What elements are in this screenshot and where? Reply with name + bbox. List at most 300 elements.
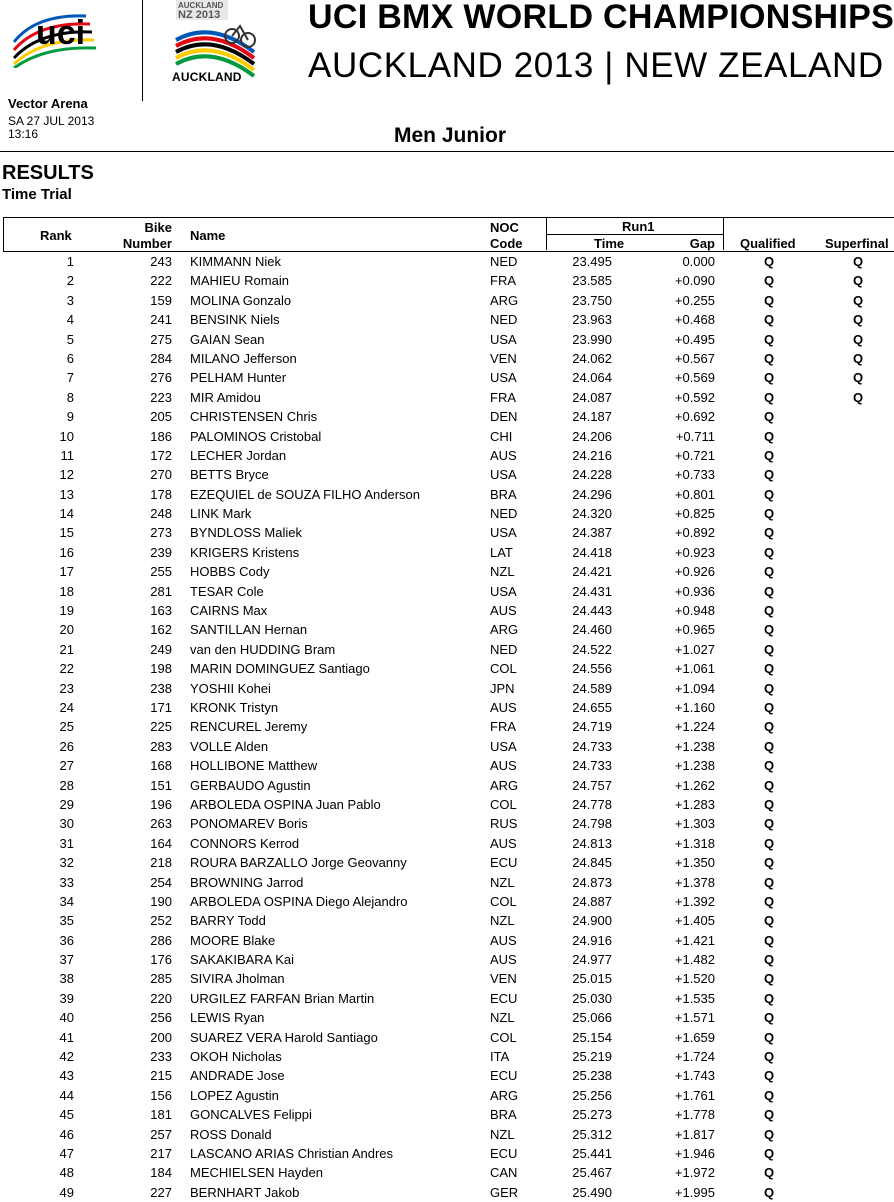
time-cell: 25.015 — [572, 971, 612, 987]
qualified-cell: Q — [764, 506, 775, 522]
name-cell: MAHIEU Romain — [190, 273, 289, 289]
noc-cell: VEN — [490, 971, 517, 987]
gap-cell: +1.224 — [674, 719, 715, 735]
col-bike-line2: Number — [122, 236, 172, 251]
noc-cell: ARG — [490, 622, 519, 638]
time-cell: 24.418 — [572, 544, 612, 560]
name-cell: KIMMANN Niek — [190, 254, 282, 269]
bike-number-cell: 243 — [150, 254, 172, 269]
qualified-cell: Q — [764, 874, 775, 890]
noc-cell: BRA — [490, 486, 517, 502]
name-cell: KRIGERS Kristens — [190, 544, 300, 560]
time-cell: 24.556 — [572, 661, 612, 677]
gap-cell: +0.825 — [674, 506, 715, 522]
rank-cell: 28 — [59, 777, 74, 793]
table-row — [0, 969, 894, 988]
qualified-cell: Q — [764, 1029, 775, 1045]
rank-cell: 17 — [59, 564, 74, 580]
col-qualified: Qualified — [740, 236, 796, 251]
gap-cell: +0.733 — [674, 467, 715, 483]
time-cell: 23.495 — [572, 254, 612, 269]
name-cell: PELHAM Hunter — [190, 370, 287, 386]
name-cell: BENSINK Niels — [190, 312, 280, 328]
noc-cell: NZL — [490, 913, 515, 929]
rank-cell: 24 — [59, 699, 74, 715]
rank-cell: 5 — [66, 331, 74, 347]
noc-cell: ECU — [490, 855, 518, 871]
time-cell: 24.719 — [572, 719, 612, 735]
noc-cell: ITA — [490, 1049, 510, 1065]
noc-cell: CHI — [490, 428, 513, 444]
qualified-cell: Q — [764, 292, 775, 308]
time-cell: 24.320 — [572, 506, 612, 522]
header-rule — [0, 151, 894, 152]
rank-cell: 36 — [59, 932, 74, 948]
name-cell: LINK Mark — [190, 506, 252, 522]
table-row — [0, 485, 894, 504]
gap-cell: +0.592 — [674, 389, 715, 405]
time-cell: 25.490 — [572, 1184, 612, 1200]
gap-cell: +1.761 — [674, 1087, 715, 1103]
rank-cell: 3 — [66, 292, 74, 308]
rank-cell: 33 — [59, 874, 74, 890]
qualified-cell: Q — [764, 816, 775, 832]
noc-cell: USA — [490, 738, 517, 754]
bike-number-cell: 162 — [150, 622, 172, 638]
qualified-cell: Q — [764, 544, 775, 560]
rank-cell: 10 — [59, 428, 74, 444]
col-rank: Rank — [40, 228, 72, 243]
table-row — [0, 291, 894, 310]
bike-number-cell: 217 — [150, 1145, 172, 1161]
time-cell: 23.963 — [572, 312, 612, 328]
time-cell: 24.887 — [572, 893, 612, 909]
gap-cell: +0.567 — [674, 350, 715, 366]
col-superfinal: Superfinal — [825, 236, 889, 251]
noc-cell: COL — [490, 661, 517, 677]
time-cell: 24.813 — [572, 835, 612, 851]
time-cell: 24.296 — [572, 486, 612, 502]
venue: Vector Arena — [8, 96, 88, 111]
bike-number-cell: 196 — [150, 796, 172, 812]
table-row — [0, 950, 894, 969]
rank-cell: 4 — [66, 312, 74, 328]
noc-cell: USA — [490, 525, 517, 541]
table-row — [0, 523, 894, 542]
qualified-cell: Q — [764, 409, 775, 425]
qualified-cell: Q — [764, 583, 775, 599]
qualified-cell: Q — [764, 661, 775, 677]
bike-number-cell: 176 — [150, 952, 172, 968]
qualified-cell: Q — [764, 370, 775, 386]
gap-cell: +1.535 — [674, 990, 715, 1006]
noc-cell: AUS — [490, 447, 517, 463]
bike-number-cell: 164 — [150, 835, 172, 851]
gap-cell: +0.255 — [674, 292, 715, 308]
gap-cell: +1.421 — [674, 932, 715, 948]
table-row — [0, 1163, 894, 1182]
bike-number-cell: 171 — [150, 699, 172, 715]
table-row — [0, 989, 894, 1008]
qualified-cell: Q — [764, 525, 775, 541]
time-cell: 24.845 — [572, 855, 612, 871]
rank-cell: 34 — [59, 893, 74, 909]
gap-cell: +0.711 — [675, 428, 715, 444]
col-noc-line1: NOC — [490, 220, 519, 235]
rank-cell: 8 — [66, 389, 74, 405]
bike-number-cell: 281 — [150, 583, 172, 599]
time-cell: 24.778 — [572, 796, 612, 812]
table-row — [0, 1144, 894, 1163]
name-cell: RENCUREL Jeremy — [190, 719, 308, 735]
name-cell: SAKAKIBARA Kai — [190, 952, 295, 968]
name-cell: LOPEZ Agustin — [190, 1087, 279, 1103]
bike-number-cell: 223 — [150, 389, 172, 405]
noc-cell: USA — [490, 370, 517, 386]
bike-number-cell: 248 — [150, 506, 172, 522]
superfinal-cell: Q — [853, 312, 864, 328]
gap-cell: +1.350 — [674, 855, 715, 871]
bike-number-cell: 263 — [150, 816, 172, 832]
gap-cell: +0.569 — [674, 370, 715, 386]
gap-cell: +0.801 — [674, 486, 715, 502]
gap-cell: +1.817 — [674, 1126, 715, 1142]
time-cell: 24.655 — [572, 699, 612, 715]
table-row — [0, 834, 894, 853]
gap-cell: +1.392 — [674, 893, 715, 909]
qualified-cell: Q — [764, 350, 775, 366]
noc-cell: AUS — [490, 835, 517, 851]
table-row — [0, 1008, 894, 1027]
gap-cell: +0.495 — [674, 331, 715, 347]
event-logo-text-mid: NZ 2013 — [178, 9, 221, 21]
table-row — [0, 330, 894, 349]
qualified-cell: Q — [764, 990, 775, 1006]
noc-cell: ECU — [490, 990, 518, 1006]
bike-number-cell: 190 — [150, 893, 172, 909]
qualified-cell: Q — [764, 1145, 775, 1161]
name-cell: BARRY Todd — [190, 913, 266, 929]
time-cell: 24.431 — [572, 583, 612, 599]
qualified-cell: Q — [764, 680, 775, 696]
rank-cell: 12 — [59, 467, 74, 483]
name-cell: SUAREZ VERA Harold Santiago — [190, 1029, 378, 1045]
gap-cell: +1.778 — [674, 1107, 715, 1123]
qualified-cell: Q — [764, 486, 775, 502]
table-row — [0, 562, 894, 581]
noc-cell: COL — [490, 1029, 517, 1045]
name-cell: BERNHART Jakob — [190, 1184, 300, 1200]
time-cell: 24.916 — [572, 932, 612, 948]
noc-cell: FRA — [490, 389, 516, 405]
bike-number-cell: 275 — [150, 331, 172, 347]
col-noc-line2: Code — [490, 236, 523, 251]
rank-cell: 40 — [59, 1010, 74, 1026]
bike-number-cell: 249 — [150, 641, 172, 657]
rank-cell: 22 — [59, 661, 74, 677]
qualified-cell: Q — [764, 719, 775, 735]
table-row — [0, 1086, 894, 1105]
qualified-cell: Q — [764, 447, 775, 463]
rank-cell: 6 — [66, 350, 74, 366]
name-cell: BYNDLOSS Maliek — [190, 525, 302, 541]
time-cell: 25.219 — [572, 1049, 612, 1065]
gap-cell: +1.160 — [674, 699, 715, 715]
name-cell: PALOMINOS Cristobal — [190, 428, 322, 444]
name-cell: GAIAN Sean — [190, 331, 265, 347]
table-row — [0, 892, 894, 911]
rank-cell: 20 — [59, 622, 74, 638]
table-row — [0, 349, 894, 368]
time-cell: 24.062 — [572, 350, 612, 366]
name-cell: SIVIRA Jholman — [190, 971, 285, 987]
gap-cell: +1.571 — [674, 1010, 715, 1026]
rank-cell: 9 — [66, 409, 74, 425]
time-cell: 24.460 — [572, 622, 612, 638]
rank-cell: 29 — [59, 796, 74, 812]
noc-cell: NZL — [490, 1010, 515, 1026]
gap-cell: +1.405 — [674, 913, 715, 929]
bike-number-cell: 270 — [150, 467, 172, 483]
qualified-cell: Q — [764, 622, 775, 638]
time-cell: 25.441 — [572, 1145, 612, 1161]
time-cell: 24.798 — [572, 816, 612, 832]
bike-number-cell: 241 — [150, 312, 172, 328]
gap-cell: +1.061 — [674, 661, 715, 677]
time-cell: 25.030 — [572, 990, 612, 1006]
table-row — [0, 582, 894, 601]
time-cell: 24.977 — [572, 952, 612, 968]
category-title: Men Junior — [394, 124, 507, 147]
rank-cell: 38 — [59, 971, 74, 987]
table-row — [0, 427, 894, 446]
rank-cell: 49 — [59, 1184, 74, 1200]
rank-cell: 43 — [59, 1068, 74, 1084]
gap-cell: +1.262 — [674, 777, 715, 793]
bike-number-cell: 222 — [150, 273, 172, 289]
bike-number-cell: 168 — [150, 758, 172, 774]
superfinal-cell: Q — [853, 331, 864, 347]
bike-number-cell: 156 — [150, 1087, 172, 1103]
bike-number-cell: 252 — [150, 913, 172, 929]
noc-cell: USA — [490, 467, 517, 483]
table-header — [0, 217, 894, 251]
bike-number-cell: 200 — [150, 1029, 172, 1045]
qualified-cell: Q — [764, 564, 775, 580]
qualified-cell: Q — [764, 467, 775, 483]
name-cell: OKOH Nicholas — [190, 1049, 282, 1065]
event-subtitle: AUCKLAND 2013 | NEW ZEALAND — [308, 46, 884, 85]
table-row — [0, 853, 894, 872]
table-row — [0, 601, 894, 620]
name-cell: HOLLIBONE Matthew — [190, 758, 318, 774]
qualified-cell: Q — [764, 835, 775, 851]
bike-number-cell: 220 — [150, 990, 172, 1006]
bike-number-cell: 284 — [150, 350, 172, 366]
table-row — [0, 1125, 894, 1144]
table-row — [0, 368, 894, 387]
table-row — [0, 465, 894, 484]
bike-number-cell: 285 — [150, 971, 172, 987]
name-cell: LEWIS Ryan — [190, 1010, 265, 1026]
name-cell: GERBAUDO Agustin — [190, 777, 311, 793]
uci-logo-text: uci — [36, 14, 86, 52]
noc-cell: NED — [490, 254, 518, 269]
bike-number-cell: 233 — [150, 1049, 172, 1065]
bike-number-cell: 151 — [150, 777, 172, 793]
bike-number-cell: 239 — [150, 544, 172, 560]
bike-number-cell: 283 — [150, 738, 172, 754]
rank-cell: 41 — [59, 1029, 74, 1045]
qualified-cell: Q — [764, 758, 775, 774]
rank-cell: 13 — [59, 486, 74, 502]
date-time — [8, 115, 94, 141]
noc-cell: ECU — [490, 1145, 518, 1161]
rank-cell: 2 — [66, 273, 74, 289]
run-right-border — [723, 217, 724, 250]
time-cell: 23.990 — [572, 331, 612, 347]
gap-cell: +1.659 — [674, 1029, 715, 1045]
time-cell: 24.387 — [572, 525, 612, 541]
qualified-cell: Q — [764, 641, 775, 657]
qualified-cell: Q — [764, 913, 775, 929]
bike-number-cell: 172 — [150, 447, 172, 463]
bike-number-cell: 256 — [150, 1010, 172, 1026]
rank-cell: 23 — [59, 680, 74, 696]
rank-cell: 18 — [59, 583, 74, 599]
noc-cell: COL — [490, 893, 517, 909]
event-logo-text-top: AUCKLAND — [178, 1, 224, 10]
name-cell: van den HUDDING Bram — [190, 641, 336, 657]
rank-cell: 32 — [59, 855, 74, 871]
name-cell: ANDRADE Jose — [190, 1068, 285, 1084]
rank-cell: 14 — [59, 506, 74, 522]
name-cell: VOLLE Alden — [190, 738, 269, 754]
noc-cell: BRA — [490, 1107, 517, 1123]
noc-cell: NZL — [490, 874, 515, 890]
table-row — [0, 504, 894, 523]
gap-cell: +1.724 — [674, 1049, 715, 1065]
gap-cell: +1.094 — [674, 680, 715, 696]
qualified-cell: Q — [764, 389, 775, 405]
gap-cell: +1.946 — [674, 1145, 715, 1161]
rank-cell: 30 — [59, 816, 74, 832]
name-cell: SANTILLAN Hernan — [190, 622, 308, 638]
bike-number-cell: 205 — [150, 409, 172, 425]
time-cell: 24.733 — [572, 738, 612, 754]
table-row — [0, 814, 894, 833]
time-cell: 24.228 — [572, 467, 612, 483]
time-cell: 25.154 — [572, 1029, 612, 1045]
col-time: Time — [594, 236, 625, 251]
qualified-cell: Q — [764, 428, 775, 444]
time-cell: 24.443 — [572, 603, 612, 619]
name-cell: LECHER Jordan — [190, 447, 287, 463]
bike-number-cell: 181 — [150, 1107, 172, 1123]
name-cell: MECHIELSEN Hayden — [190, 1165, 323, 1181]
bike-number-cell: 186 — [150, 428, 172, 444]
bike-number-cell: 273 — [150, 525, 172, 541]
qualified-cell: Q — [764, 855, 775, 871]
table-row — [0, 659, 894, 678]
bike-number-cell: 286 — [150, 932, 172, 948]
qualified-cell: Q — [764, 1107, 775, 1123]
time-cell: 25.312 — [572, 1126, 612, 1142]
gap-cell: +0.936 — [674, 583, 715, 599]
table-row — [0, 446, 894, 465]
noc-cell: FRA — [490, 273, 516, 289]
table-row — [0, 679, 894, 698]
gap-cell: +0.965 — [674, 622, 715, 638]
table-row — [0, 1047, 894, 1066]
superfinal-cell: Q — [853, 292, 864, 308]
rank-cell: 31 — [59, 835, 74, 851]
qualified-cell: Q — [764, 738, 775, 754]
gap-cell: +1.972 — [674, 1165, 715, 1181]
results-table-body — [0, 252, 894, 1202]
gap-cell: +1.238 — [674, 738, 715, 754]
qualified-cell: Q — [764, 1184, 775, 1200]
name-cell: ARBOLEDA OSPINA Diego Alejandro — [190, 893, 408, 909]
qualified-cell: Q — [764, 1068, 775, 1084]
gap-cell: +1.482 — [674, 952, 715, 968]
qualified-cell: Q — [764, 971, 775, 987]
time-cell: 24.900 — [572, 913, 612, 929]
noc-cell: NED — [490, 641, 518, 657]
qualified-cell: Q — [764, 932, 775, 948]
qualified-cell: Q — [764, 796, 775, 812]
name-cell: BROWNING Jarrod — [190, 874, 304, 890]
event-title: UCI BMX WORLD CHAMPIONSHIPS — [308, 0, 894, 36]
time-cell: 24.421 — [572, 564, 612, 580]
name-cell: CAIRNS Max — [190, 603, 268, 619]
date: SA 27 JUL 2013 — [8, 114, 95, 128]
name-cell: CONNORS Kerrod — [190, 835, 300, 851]
name-cell: MARIN DOMINGUEZ Santiago — [190, 661, 370, 677]
noc-cell: ARG — [490, 292, 519, 308]
rank-cell: 44 — [59, 1087, 74, 1103]
gap-cell: 0.000 — [682, 254, 715, 269]
noc-cell: AUS — [490, 952, 517, 968]
table-row — [0, 640, 894, 659]
bike-number-cell: 276 — [150, 370, 172, 386]
col-bike-line1: Bike — [144, 220, 172, 235]
table-row — [0, 911, 894, 930]
rank-cell: 47 — [59, 1145, 74, 1161]
qualified-cell: Q — [764, 1165, 775, 1181]
noc-cell: ARG — [490, 1087, 519, 1103]
bike-number-cell: 218 — [150, 855, 172, 871]
table-row — [0, 310, 894, 329]
name-cell: CHRISTENSEN Chris — [190, 409, 318, 425]
gap-cell: +1.238 — [674, 758, 715, 774]
rank-cell: 11 — [60, 447, 74, 463]
rank-cell: 7 — [66, 370, 74, 386]
superfinal-cell: Q — [853, 389, 864, 405]
bike-number-cell: 198 — [150, 661, 172, 677]
qualified-cell: Q — [764, 603, 775, 619]
name-cell: LASCANO ARIAS Christian Andres — [190, 1145, 394, 1161]
rank-cell: 21 — [59, 641, 74, 657]
gap-cell: +1.318 — [674, 835, 715, 851]
noc-cell: ARG — [490, 777, 519, 793]
qualified-cell: Q — [764, 1126, 775, 1142]
table-row — [0, 795, 894, 814]
name-cell: ROSS Donald — [190, 1126, 272, 1142]
bike-number-cell: 254 — [150, 874, 172, 890]
table-row — [0, 756, 894, 775]
table-row — [0, 931, 894, 950]
